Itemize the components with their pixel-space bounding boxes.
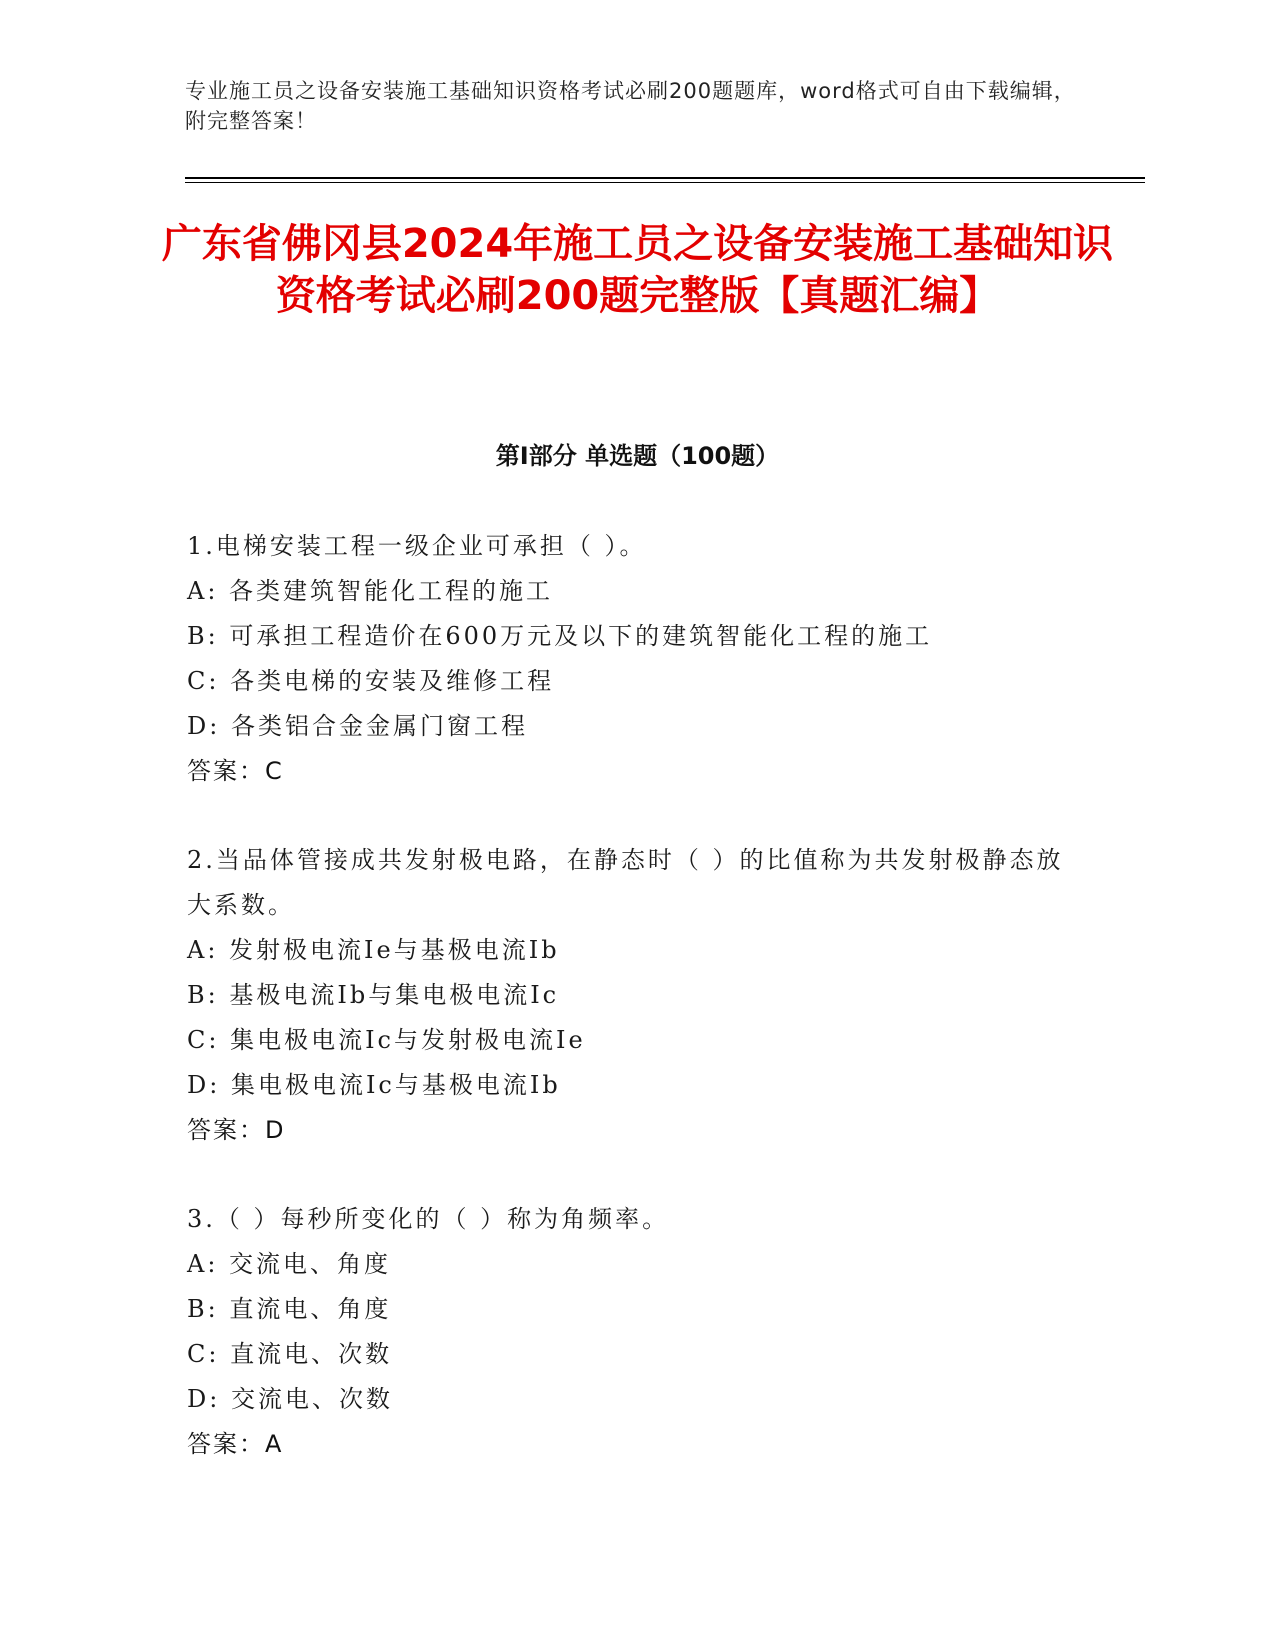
answer-line [187,749,1087,794]
document-title: 广东省佛冈县2024年施工员之设备安装施工基础知识资格考试必刷200题完整版【真题汇编】 [161,221,1114,319]
question-stem: 1.电梯安装工程一级企业可承担（ ）。 [187,532,647,560]
option-d: D: 交流电、次数 [187,1385,393,1413]
option-c: C: 直流电、次数 [187,1340,393,1368]
option-d: D: 集电极电流Ic与基极电流Ib [187,1071,561,1099]
question-1 [187,524,1087,794]
answer-label: 答案： [187,1116,265,1144]
option-c: C: 各类电梯的安装及维修工程 [187,667,555,695]
option-a: A: 发射极电流Ie与基极电流Ib [187,936,560,964]
option-a: A: 各类建筑智能化工程的施工 [187,577,554,605]
option-b: B: 基极电流Ib与集电极电流Ic [187,981,560,1009]
option-b: B: 可承担工程造价在600万元及以下的建筑智能化工程的施工 [187,622,933,650]
question-list [187,524,1087,1511]
answer-line [187,1422,1087,1467]
question-stem: 3.（ ）每秒所变化的（ ）称为角频率。 [187,1205,670,1233]
option-d: D: 各类铝合金金属门窗工程 [187,712,528,740]
header-divider-thick [185,177,1145,179]
header-note: 专业施工员之设备安装施工基础知识资格考试必刷200题题库，word格式可自由下载编辑，附完整答案！ [185,79,1076,133]
answer-value: A [265,1430,282,1458]
answer-label: 答案： [187,757,265,785]
answer-label: 答案： [187,1430,265,1458]
question-stem: 2.当品体管接成共发射极电路，在静态时（ ）的比值称为共发射极静态放大系数。 [187,846,1064,919]
option-a: A: 交流电、角度 [187,1250,392,1278]
question-2 [187,838,1087,1153]
question-3 [187,1197,1087,1467]
header-divider-thin [185,182,1145,183]
section-title: 第Ⅰ部分 单选题（100题） [495,442,780,470]
answer-line [187,1108,1087,1153]
option-c: C: 集电极电流Ic与发射极电流Ie [187,1026,586,1054]
option-b: B: 直流电、角度 [187,1295,392,1323]
answer-value: C [265,757,282,785]
answer-value: D [265,1116,284,1144]
